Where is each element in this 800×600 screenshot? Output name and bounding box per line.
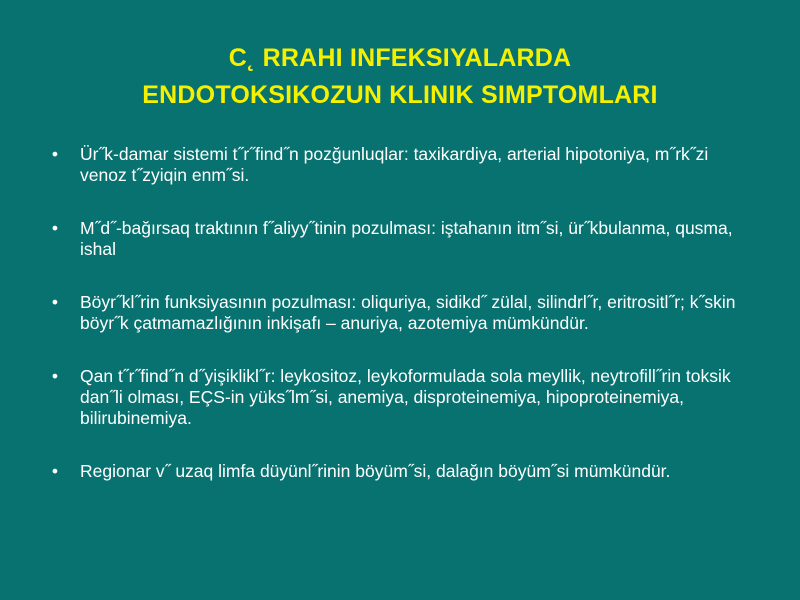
slide-title-line-2: ENDOTOKSIKOZUN KLINIK SIMPTOMLARI (142, 81, 658, 109)
bullet-item-lymph (48, 461, 748, 482)
bullet-item-blood (48, 366, 748, 429)
bullet-icon: • (51, 366, 59, 386)
bullet-icon: • (51, 292, 59, 312)
bullet-icon: • (51, 218, 59, 238)
slide-title-line-1: C˛ RRAHI INFEKSIYALARDA (228, 44, 572, 72)
slide-title (40, 40, 760, 114)
bullet-icon: • (51, 144, 59, 164)
bullet-item-renal (48, 292, 748, 334)
bullet-text: Qan t˝r˝find˝n d˝yişiklikl˝r: leykositoz, leykoformulada sola meyllik, neytrofill˝rin toksik dan˝li olması, EÇS-in yüks˝lm˝si, anemiya, disproteinemiya, hipoproteinemiya, bilirubinemiya. (80, 366, 731, 428)
bullet-text: Ür˝k-damar sistemi t˝r˝find˝n pozğunluqlar: taxikardiya, arterial hipotoniya, m˝rk˝zi venoz t˝zyiqin enm˝si. (80, 144, 709, 185)
bullet-item-cardiovascular (48, 144, 748, 186)
bullet-item-gastrointestinal (48, 218, 748, 260)
bullet-text: Böyr˝kl˝rin funksiyasının pozulması: oliquriya, sidikd˝ zülal, silindrl˝r, eritrositl˝r; k˝skin böyr˝k çatmamazlığının inkişafı – anuriya, azotemiya mümkündür. (80, 292, 736, 333)
bullet-text: M˝d˝-bağırsaq traktının f˝aliyy˝tinin pozulması: iştahanın itm˝si, ür˝kbulanma, qusma, ishal (80, 218, 733, 259)
bullet-list (48, 144, 748, 514)
bullet-icon: • (51, 461, 59, 481)
bullet-text: Regionar v˝ uzaq limfa düyünl˝rinin böyüm˝si, dalağın böyüm˝si mümkündür. (80, 461, 671, 481)
